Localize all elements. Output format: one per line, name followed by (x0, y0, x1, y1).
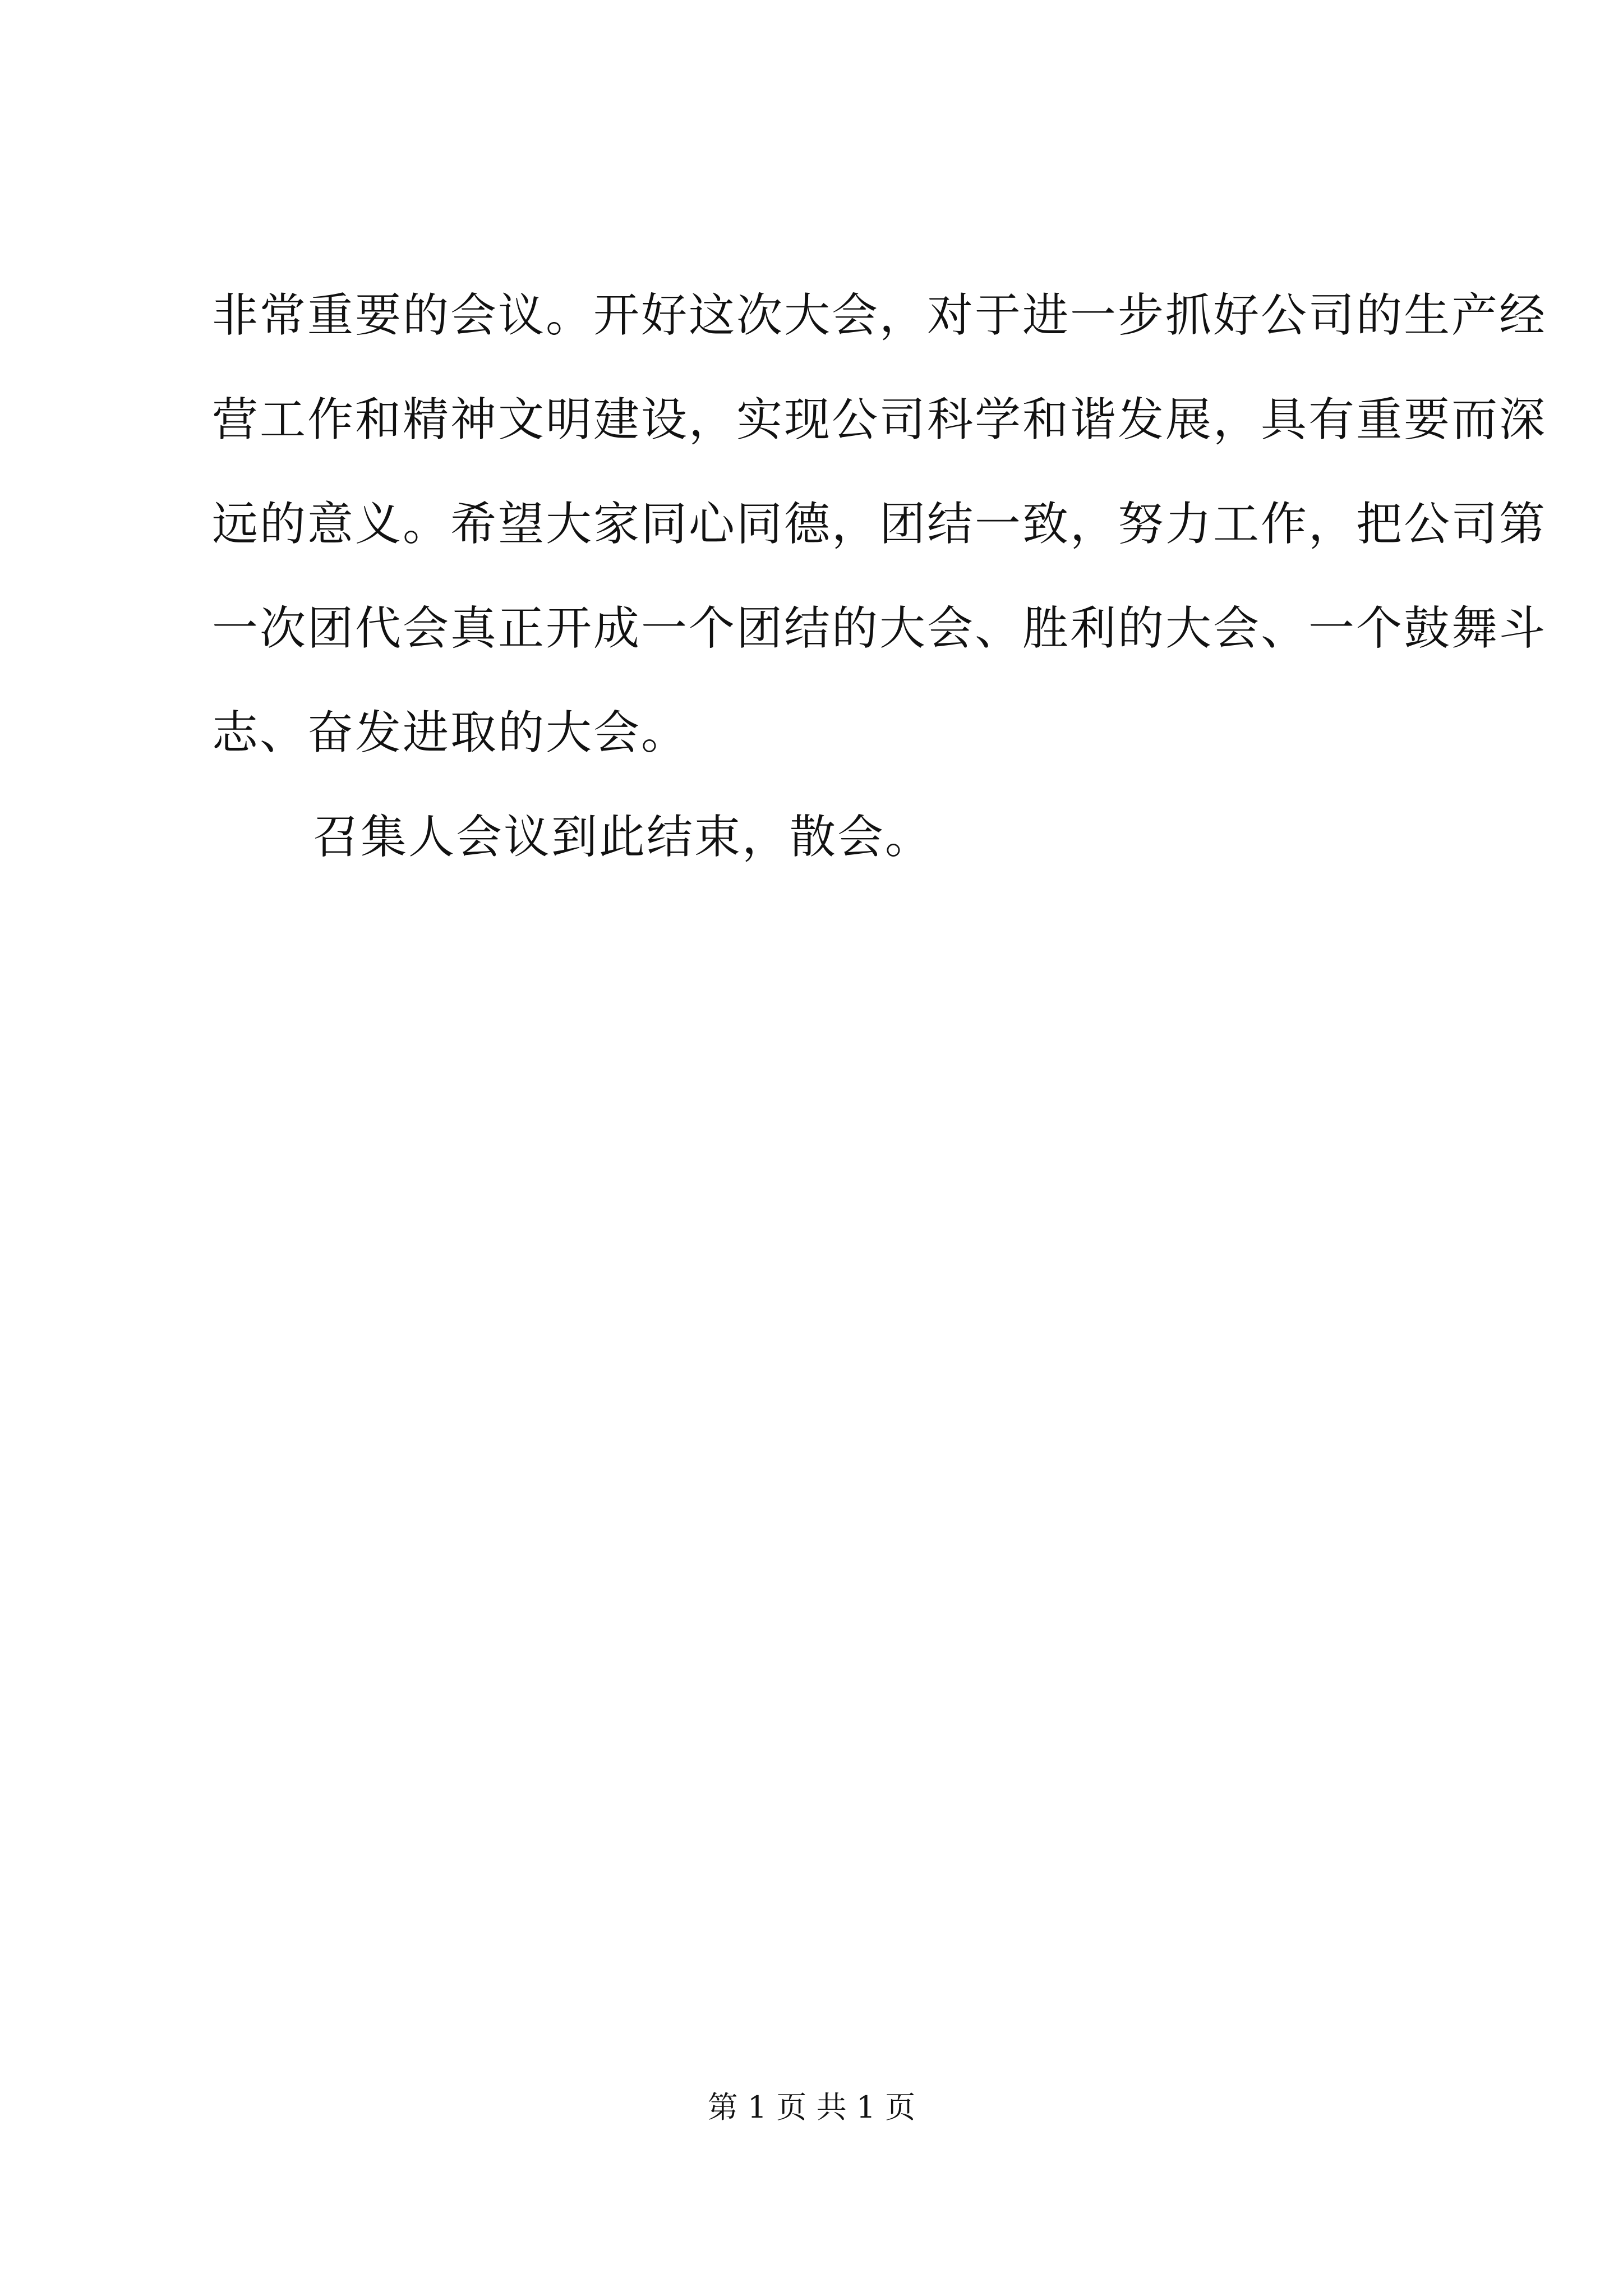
paragraph-line: 非常重要的会议。开好这次大会，对于进一步抓好公司的生产经 (212, 289, 1547, 342)
paragraph-line: 志、奋发进取的大会。 (212, 706, 689, 760)
paragraph-line: 远的意义。希望大家同心同德，团结一致，努力工作，把公司第 (212, 498, 1547, 551)
paragraph-line: 一次团代会真正开成一个团结的大会、胜利的大会、一个鼓舞斗 (212, 602, 1547, 655)
paragraph-line: 营工作和精神文明建设，实现公司科学和谐发展，具有重要而深 (212, 393, 1547, 447)
page-footer: 第 1 页 共 1 页 (707, 2090, 916, 2125)
document-body (212, 264, 1547, 890)
closing-paragraph: 召集人会议到此结束，散会。 (313, 811, 933, 864)
